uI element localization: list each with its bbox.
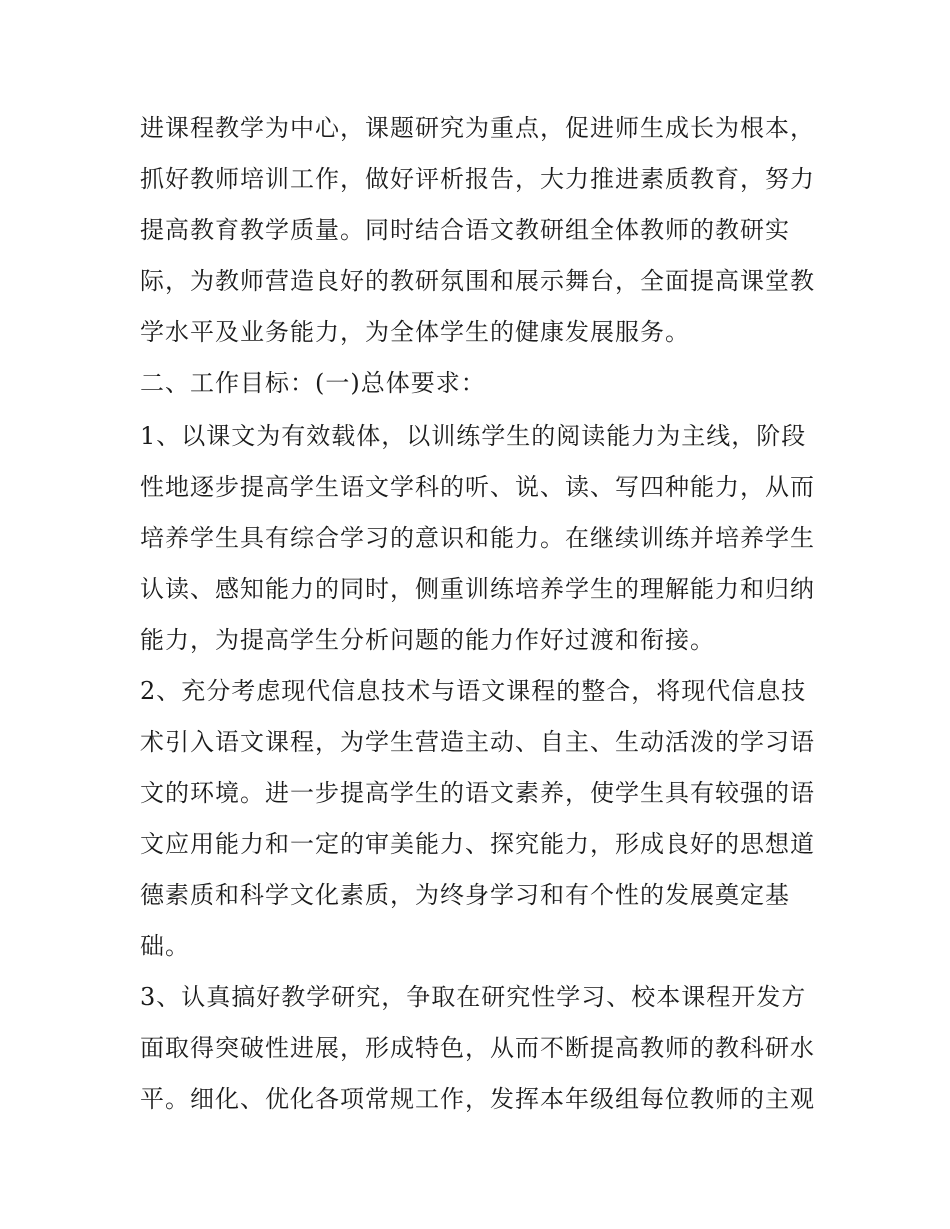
text-line-17: 础。 bbox=[140, 932, 190, 960]
text-line-7: 1、以课文为有效载体，以训练学生的阅读能力为主线，阶段 bbox=[140, 422, 807, 450]
text-line-1: 进课程教学为中心，课题研究为重点，促进师生成长为根本， bbox=[140, 114, 815, 142]
text-line-11: 能力，为提高学生分析问题的能力作好过渡和衔接。 bbox=[140, 626, 715, 654]
section-heading: 二、工作目标：(一)总体要求： bbox=[140, 369, 486, 397]
text-line-15: 文应用能力和一定的审美能力、探究能力，形成良好的思想道 bbox=[140, 830, 815, 858]
text-line-10: 认读、感知能力的同时，侧重训练培养学生的理解能力和归纳 bbox=[140, 575, 815, 603]
text-line-2: 抓好教师培训工作，做好评析报告，大力推进素质教育，努力 bbox=[140, 165, 815, 193]
text-line-16: 德素质和科学文化素质，为终身学习和有个性的发展奠定基 bbox=[140, 881, 790, 909]
text-line-18: 3、认真搞好教学研究，争取在研究性学习、校本课程开发方 bbox=[140, 983, 807, 1011]
text-line-14: 文的环境。进一步提高学生的语文素养，使学生具有较强的语 bbox=[140, 779, 815, 807]
text-line-4: 际，为教师营造良好的教研氛围和展示舞台，全面提高课堂教 bbox=[140, 267, 815, 295]
text-line-13: 术引入语文课程，为学生营造主动、自主、生动活泼的学习语 bbox=[140, 728, 815, 756]
text-line-19: 面取得突破性进展，形成特色，从而不断提高教师的教科研水 bbox=[140, 1034, 815, 1062]
text-line-20: 平。细化、优化各项常规工作，发挥本年级组每位教师的主观 bbox=[140, 1085, 815, 1113]
text-line-8: 性地逐步提高学生语文学科的听、说、读、写四种能力，从而 bbox=[140, 473, 815, 501]
text-line-3: 提高教育教学质量。同时结合语文教研组全体教师的教研实 bbox=[140, 216, 790, 244]
text-line-5: 学水平及业务能力，为全体学生的健康发展服务。 bbox=[140, 318, 690, 346]
text-line-9: 培养学生具有综合学习的意识和能力。在继续训练并培养学生 bbox=[140, 524, 815, 552]
text-line-12: 2、充分考虑现代信息技术与语文课程的整合，将现代信息技 bbox=[140, 677, 807, 705]
